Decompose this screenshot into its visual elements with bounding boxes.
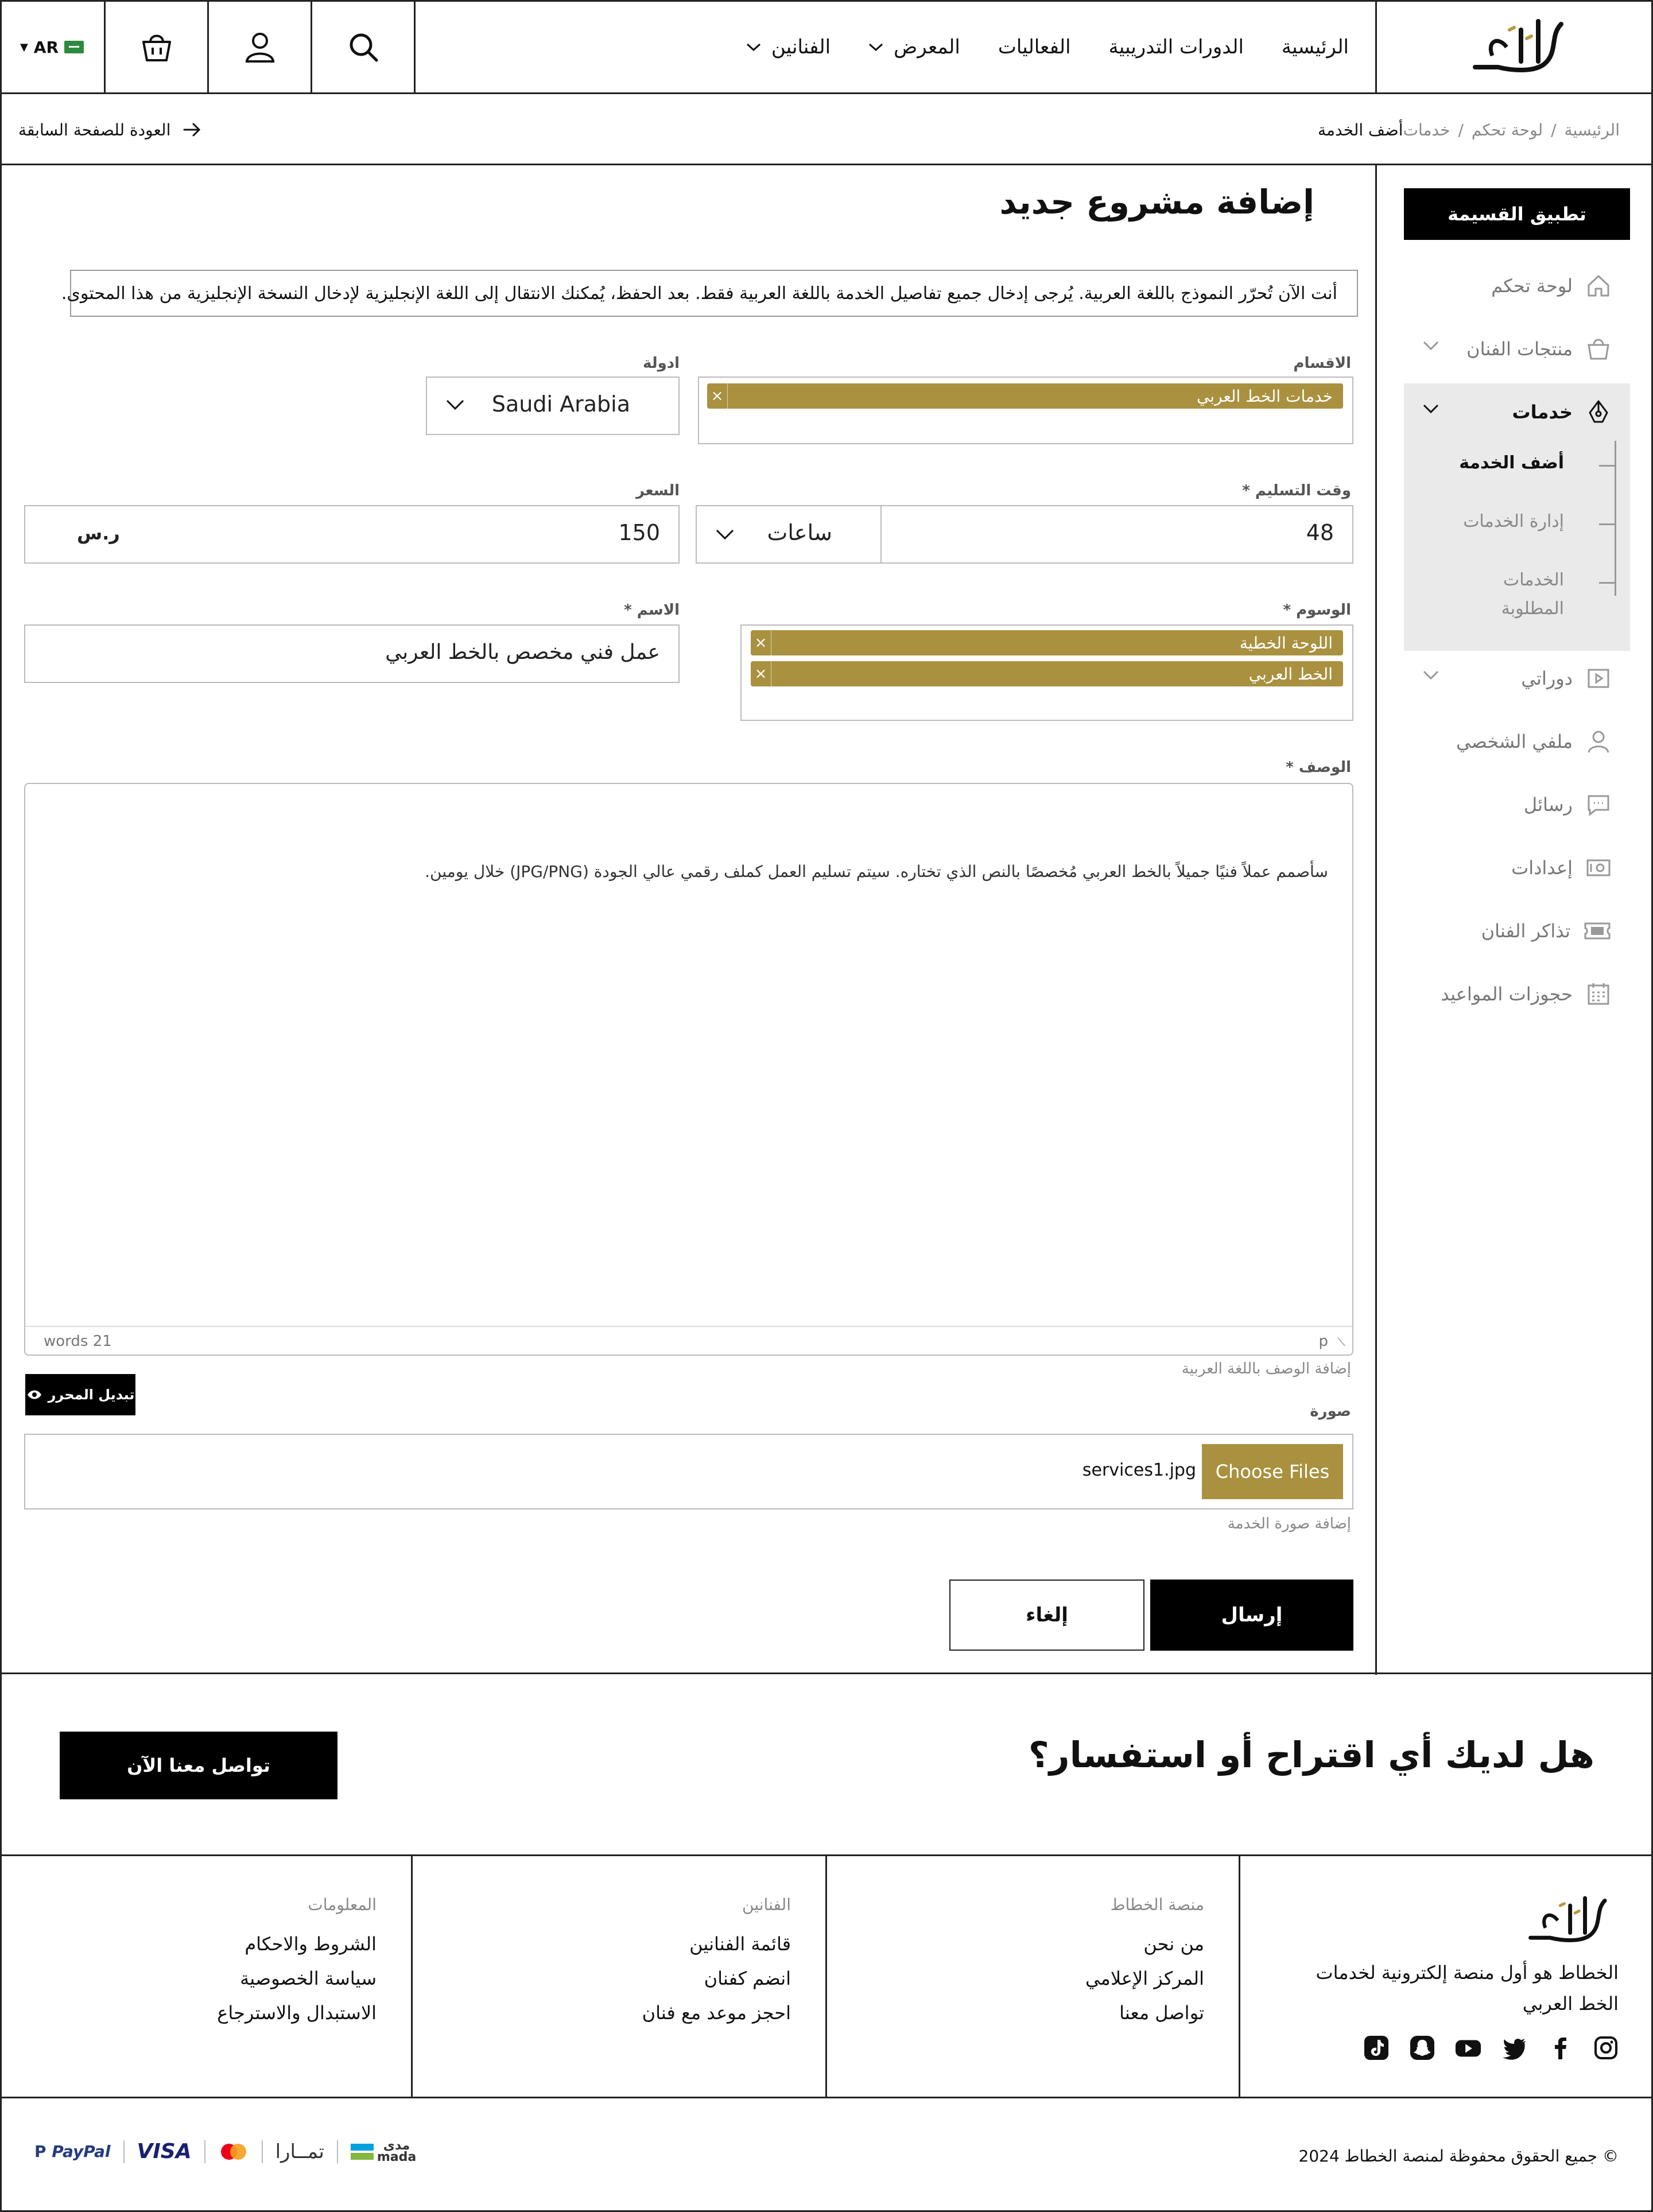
dashboard-sidebar — [1375, 165, 1653, 1675]
mada-english: mada — [377, 2149, 417, 2164]
price-value: 150 — [618, 520, 660, 545]
copyright: © جميع الحقوق محفوظة لمنصة الخطاط 2024 — [1298, 2147, 1619, 2166]
sidebar-item-artist-tickets[interactable] — [1404, 902, 1630, 960]
footer-column-title: منصة الخطاط — [1110, 1895, 1204, 1914]
sidebar-item-dashboard[interactable] — [1404, 257, 1630, 315]
delivery-time-value: 48 — [1306, 520, 1334, 545]
caret-down-icon: ▼ — [20, 41, 28, 53]
payment-methods — [34, 2140, 416, 2163]
tamara-logo: تمــارا — [275, 2140, 324, 2163]
footer-link-terms[interactable]: الشروط والاحكام — [245, 1933, 377, 1955]
footer-link-join-artist[interactable]: انضم كفنان — [704, 1967, 791, 1989]
breadcrumb-current: أضف الخدمة — [1318, 120, 1403, 139]
sidebar-item-settings[interactable] — [1404, 839, 1630, 897]
image-hint: إضافة صورة الخدمة — [1227, 1515, 1351, 1532]
visa-logo: VISA — [137, 2140, 192, 2163]
instagram-link[interactable] — [1592, 2034, 1620, 2062]
sidebar-item-messages[interactable] — [1404, 776, 1630, 833]
paypal-logo: P PayPal — [34, 2142, 111, 2161]
categories-select[interactable] — [698, 377, 1353, 444]
category-tag-label: خدمات الخط العربي — [1196, 386, 1333, 406]
page-title: إضافة مشروع جديد — [999, 183, 1314, 222]
tags-select[interactable] — [740, 624, 1353, 721]
search-button[interactable] — [312, 0, 416, 94]
logo-mark — [1452, 13, 1578, 82]
search-icon — [348, 32, 379, 63]
nav-home[interactable] — [1282, 36, 1349, 59]
price-input[interactable] — [24, 505, 680, 564]
main-nav — [684, 0, 1375, 94]
mastercard-logo — [218, 2142, 249, 2161]
description-hint: إضافة الوصف باللغة العربية — [1181, 1360, 1351, 1377]
sidebar-item-label: رسائل — [1523, 794, 1573, 816]
breadcrumb — [1318, 94, 1620, 165]
sidebar-item-label: منتجات الفنان — [1466, 338, 1573, 360]
element-path: p — [1318, 1333, 1328, 1350]
contact-section — [0, 1672, 1653, 1856]
user-icon — [1585, 728, 1612, 755]
footer-link-about[interactable]: من نحن — [1143, 1933, 1204, 1955]
categories-label: الاقسام — [1293, 355, 1351, 372]
toggle-editor-label: تبديل المحرر — [48, 1387, 135, 1403]
cart-button[interactable] — [106, 0, 209, 94]
breadcrumb-dashboard[interactable]: لوحة تحكم — [1471, 120, 1543, 139]
contact-title: هل لديك أي اقتراح أو استفسار؟ — [1028, 1734, 1594, 1776]
back-link-label: العودة للصفحة السابقة — [18, 120, 171, 139]
breadcrumb-bar — [0, 94, 1653, 165]
nav-home-label: الرئيسية — [1281, 36, 1349, 59]
country-value: Saudi Arabia — [491, 391, 630, 417]
sidebar-item-profile[interactable] — [1404, 713, 1630, 770]
resize-handle-icon[interactable]: ⟋ — [1337, 1335, 1345, 1349]
image-label: صورة — [1310, 1403, 1351, 1420]
footer-column-info — [0, 1856, 411, 2098]
footer-about — [1239, 1856, 1653, 2098]
settings-icon — [1585, 855, 1612, 881]
sidebar-item-label: لوحة تحكم — [1491, 275, 1573, 297]
breadcrumb-home[interactable]: الرئيسية — [1564, 120, 1620, 139]
tiktok-icon — [1363, 2035, 1390, 2061]
language-label: AR — [33, 37, 59, 57]
back-link[interactable] — [18, 94, 201, 165]
snapchat-icon — [1409, 2035, 1435, 2061]
divider — [123, 2140, 125, 2163]
toggle-editor-button[interactable] — [25, 1374, 135, 1415]
sidebar-item-label: خدمات — [1512, 401, 1573, 423]
country-select[interactable] — [426, 377, 680, 435]
country-label: ادولة — [643, 355, 680, 372]
selected-file-name: services1.jpg — [1082, 1460, 1196, 1480]
nav-artists[interactable] — [746, 36, 831, 59]
sidebar-item-label: ملفي الشخصي — [1456, 731, 1573, 752]
arrow-right-icon — [183, 122, 201, 137]
nav-gallery[interactable] — [868, 36, 960, 59]
facebook-link[interactable] — [1546, 2034, 1574, 2062]
sidebar-item-services[interactable] — [1404, 383, 1630, 441]
footer-column-artists — [411, 1856, 825, 2098]
breadcrumb-separator: / — [1551, 120, 1557, 139]
chat-icon — [1585, 791, 1612, 818]
description-text: سأصمم عملاً فنيًا جميلاً بالخط العربي مُخصصًا بالنص الذي تختاره. سيتم تسليم العمل كملف رقمي عالي الجودة (JPG/PNG) خلال يومين. — [425, 862, 1328, 881]
sidebar-item-label: دوراتي — [1521, 668, 1573, 689]
name-label: الاسم * — [624, 601, 680, 619]
play-icon — [1585, 665, 1612, 692]
chevron-down-icon — [715, 528, 735, 541]
remove-tag-icon[interactable]: × — [751, 630, 771, 655]
cart-icon — [140, 30, 173, 64]
eye-icon — [26, 1389, 42, 1400]
nav-artists-label: الفنانين — [771, 36, 831, 59]
instagram-icon — [1593, 2035, 1619, 2060]
paypal-label: PayPal — [52, 2142, 111, 2161]
chevron-down-icon — [1422, 669, 1439, 681]
footer-column-title: المعلومات — [308, 1895, 377, 1914]
home-icon — [1585, 273, 1612, 299]
footer-link-returns[interactable]: الاستبدال والاسترجاع — [217, 2002, 377, 2024]
mada-bar-blue — [351, 2144, 374, 2151]
facebook-icon — [1547, 2035, 1573, 2060]
delivery-label: وقت التسليم * — [1242, 482, 1351, 499]
sidebar-item-artist-products[interactable] — [1404, 320, 1630, 378]
twitter-icon — [1501, 2035, 1527, 2060]
site-footer — [0, 1856, 1653, 2098]
delivery-unit-select[interactable] — [696, 505, 882, 564]
saudi-flag-icon — [64, 41, 84, 53]
name-input[interactable] — [24, 624, 680, 683]
mada-bars — [351, 2144, 374, 2160]
apply-coupon-button[interactable]: تطبيق القسيمة — [1404, 188, 1630, 240]
chevron-down-icon — [445, 398, 465, 411]
youtube-link[interactable] — [1454, 2034, 1482, 2062]
footer-link-privacy[interactable]: سياسة الخصوصية — [240, 1967, 377, 1989]
header-actions — [0, 0, 416, 94]
footer-column-platform — [825, 1856, 1239, 2098]
user-icon — [243, 30, 277, 64]
editor-statusbar — [25, 1326, 1352, 1355]
choose-files-button[interactable]: Choose Files — [1202, 1444, 1343, 1499]
snapchat-link[interactable] — [1408, 2034, 1436, 2062]
mada-bar-green — [351, 2153, 374, 2160]
footer-column-title: الفنانين — [742, 1895, 791, 1914]
nav-events[interactable] — [998, 36, 1071, 59]
divider — [204, 2140, 205, 2163]
chevron-down-icon — [746, 42, 761, 52]
footer-logo[interactable] — [1511, 1891, 1620, 1950]
submenu-requested-services[interactable]: الخدمات المطلوبة — [1501, 570, 1564, 619]
footer-link-book-artist[interactable]: احجز موعد مع فنان — [642, 2002, 791, 2024]
tiktok-link[interactable] — [1363, 2034, 1390, 2062]
ticket-icon — [1583, 918, 1612, 944]
nav-gallery-label: المعرض — [894, 36, 960, 59]
mada-logo — [351, 2140, 416, 2163]
sidebar-item-label: حجوزات المواعيد — [1441, 983, 1573, 1005]
nav-courses[interactable] — [1109, 36, 1244, 59]
divider — [337, 2140, 338, 2163]
footer-bottom-bar — [0, 2098, 1653, 2212]
nav-courses-label: الدورات التدريبية — [1108, 36, 1244, 59]
footer-link-media[interactable]: المركز الإعلامي — [1085, 1967, 1204, 1989]
divider — [262, 2140, 263, 2163]
currency-label: ر.س — [77, 522, 120, 544]
language-notice — [61, 270, 1358, 317]
description-label: الوصف * — [1286, 759, 1351, 776]
description-editor[interactable] — [24, 783, 1353, 1356]
image-upload[interactable] — [24, 1434, 1353, 1509]
youtube-icon — [1454, 2035, 1482, 2060]
language-notice-text: أنت الآن تُحرّر النموذج باللغة العربية. يُرجى إدخال جميع تفاصيل الخدمة باللغة العربية فقط. بعد الحفظ، يُمكنك الانتقال إلى اللغة الإنجليزية لإدخال النسخة الإنجليزية من هذا المحتوى. — [61, 283, 1337, 304]
twitter-link[interactable] — [1500, 2034, 1528, 2062]
tag-chip-label: الخط العربي — [1248, 664, 1333, 684]
nav-events-label: الفعاليات — [998, 36, 1071, 59]
chevron-down-icon — [1422, 403, 1439, 414]
remove-tag-icon[interactable]: × — [751, 661, 771, 686]
site-header — [0, 0, 1653, 94]
tag-chip — [751, 630, 1343, 655]
submenu-manage-services[interactable]: إدارة الخدمات — [1463, 511, 1564, 531]
mada-text — [377, 2140, 416, 2163]
cancel-button[interactable]: إلغاء — [949, 1580, 1144, 1651]
remove-tag-icon[interactable]: × — [707, 383, 728, 409]
sidebar-item-my-courses[interactable] — [1404, 650, 1630, 707]
sidebar-item-label: تذاكر الفنان — [1481, 920, 1570, 942]
breadcrumb-separator: / — [1458, 120, 1464, 139]
delivery-time-input[interactable] — [880, 505, 1353, 564]
chevron-down-icon — [868, 42, 883, 52]
footer-description: الخطاط هو أول منصة إلكترونية لخدمات الخط العربي — [1316, 1962, 1619, 2015]
submenu-add-service[interactable]: أضف الخدمة — [1459, 453, 1564, 473]
submit-button[interactable]: إرسال — [1150, 1580, 1353, 1651]
mada-arabic: مدى — [383, 2138, 410, 2153]
tag-chip — [751, 661, 1343, 686]
word-count: 21 words — [44, 1333, 112, 1350]
bag-icon — [1585, 336, 1612, 362]
tag-chip-label: اللوحة الخطية — [1239, 633, 1333, 653]
footer-link-contact[interactable]: تواصل معنا — [1119, 2002, 1204, 2024]
tags-label: الوسوم * — [1283, 601, 1351, 619]
category-tag — [707, 383, 1343, 409]
language-switcher[interactable] — [0, 0, 106, 94]
sidebar-item-appointments[interactable] — [1404, 965, 1630, 1023]
chevron-down-icon — [1422, 340, 1439, 351]
social-links — [1363, 2034, 1620, 2062]
account-button[interactable] — [209, 0, 312, 94]
delivery-unit-value: ساعات — [767, 520, 832, 545]
pen-nib-icon — [1585, 399, 1612, 425]
sidebar-item-label: إعدادات — [1511, 857, 1573, 879]
price-label: السعر — [636, 482, 680, 499]
contact-us-button[interactable]: تواصل معنا الآن — [60, 1732, 337, 1799]
footer-link-artists-list[interactable]: قائمة الفنانين — [689, 1933, 791, 1955]
calendar-icon — [1585, 981, 1612, 1007]
breadcrumb-services[interactable]: خدمات — [1403, 120, 1450, 139]
logo[interactable] — [1375, 0, 1653, 94]
name-value: عمل فني مخصص بالخط العربي — [385, 641, 660, 664]
